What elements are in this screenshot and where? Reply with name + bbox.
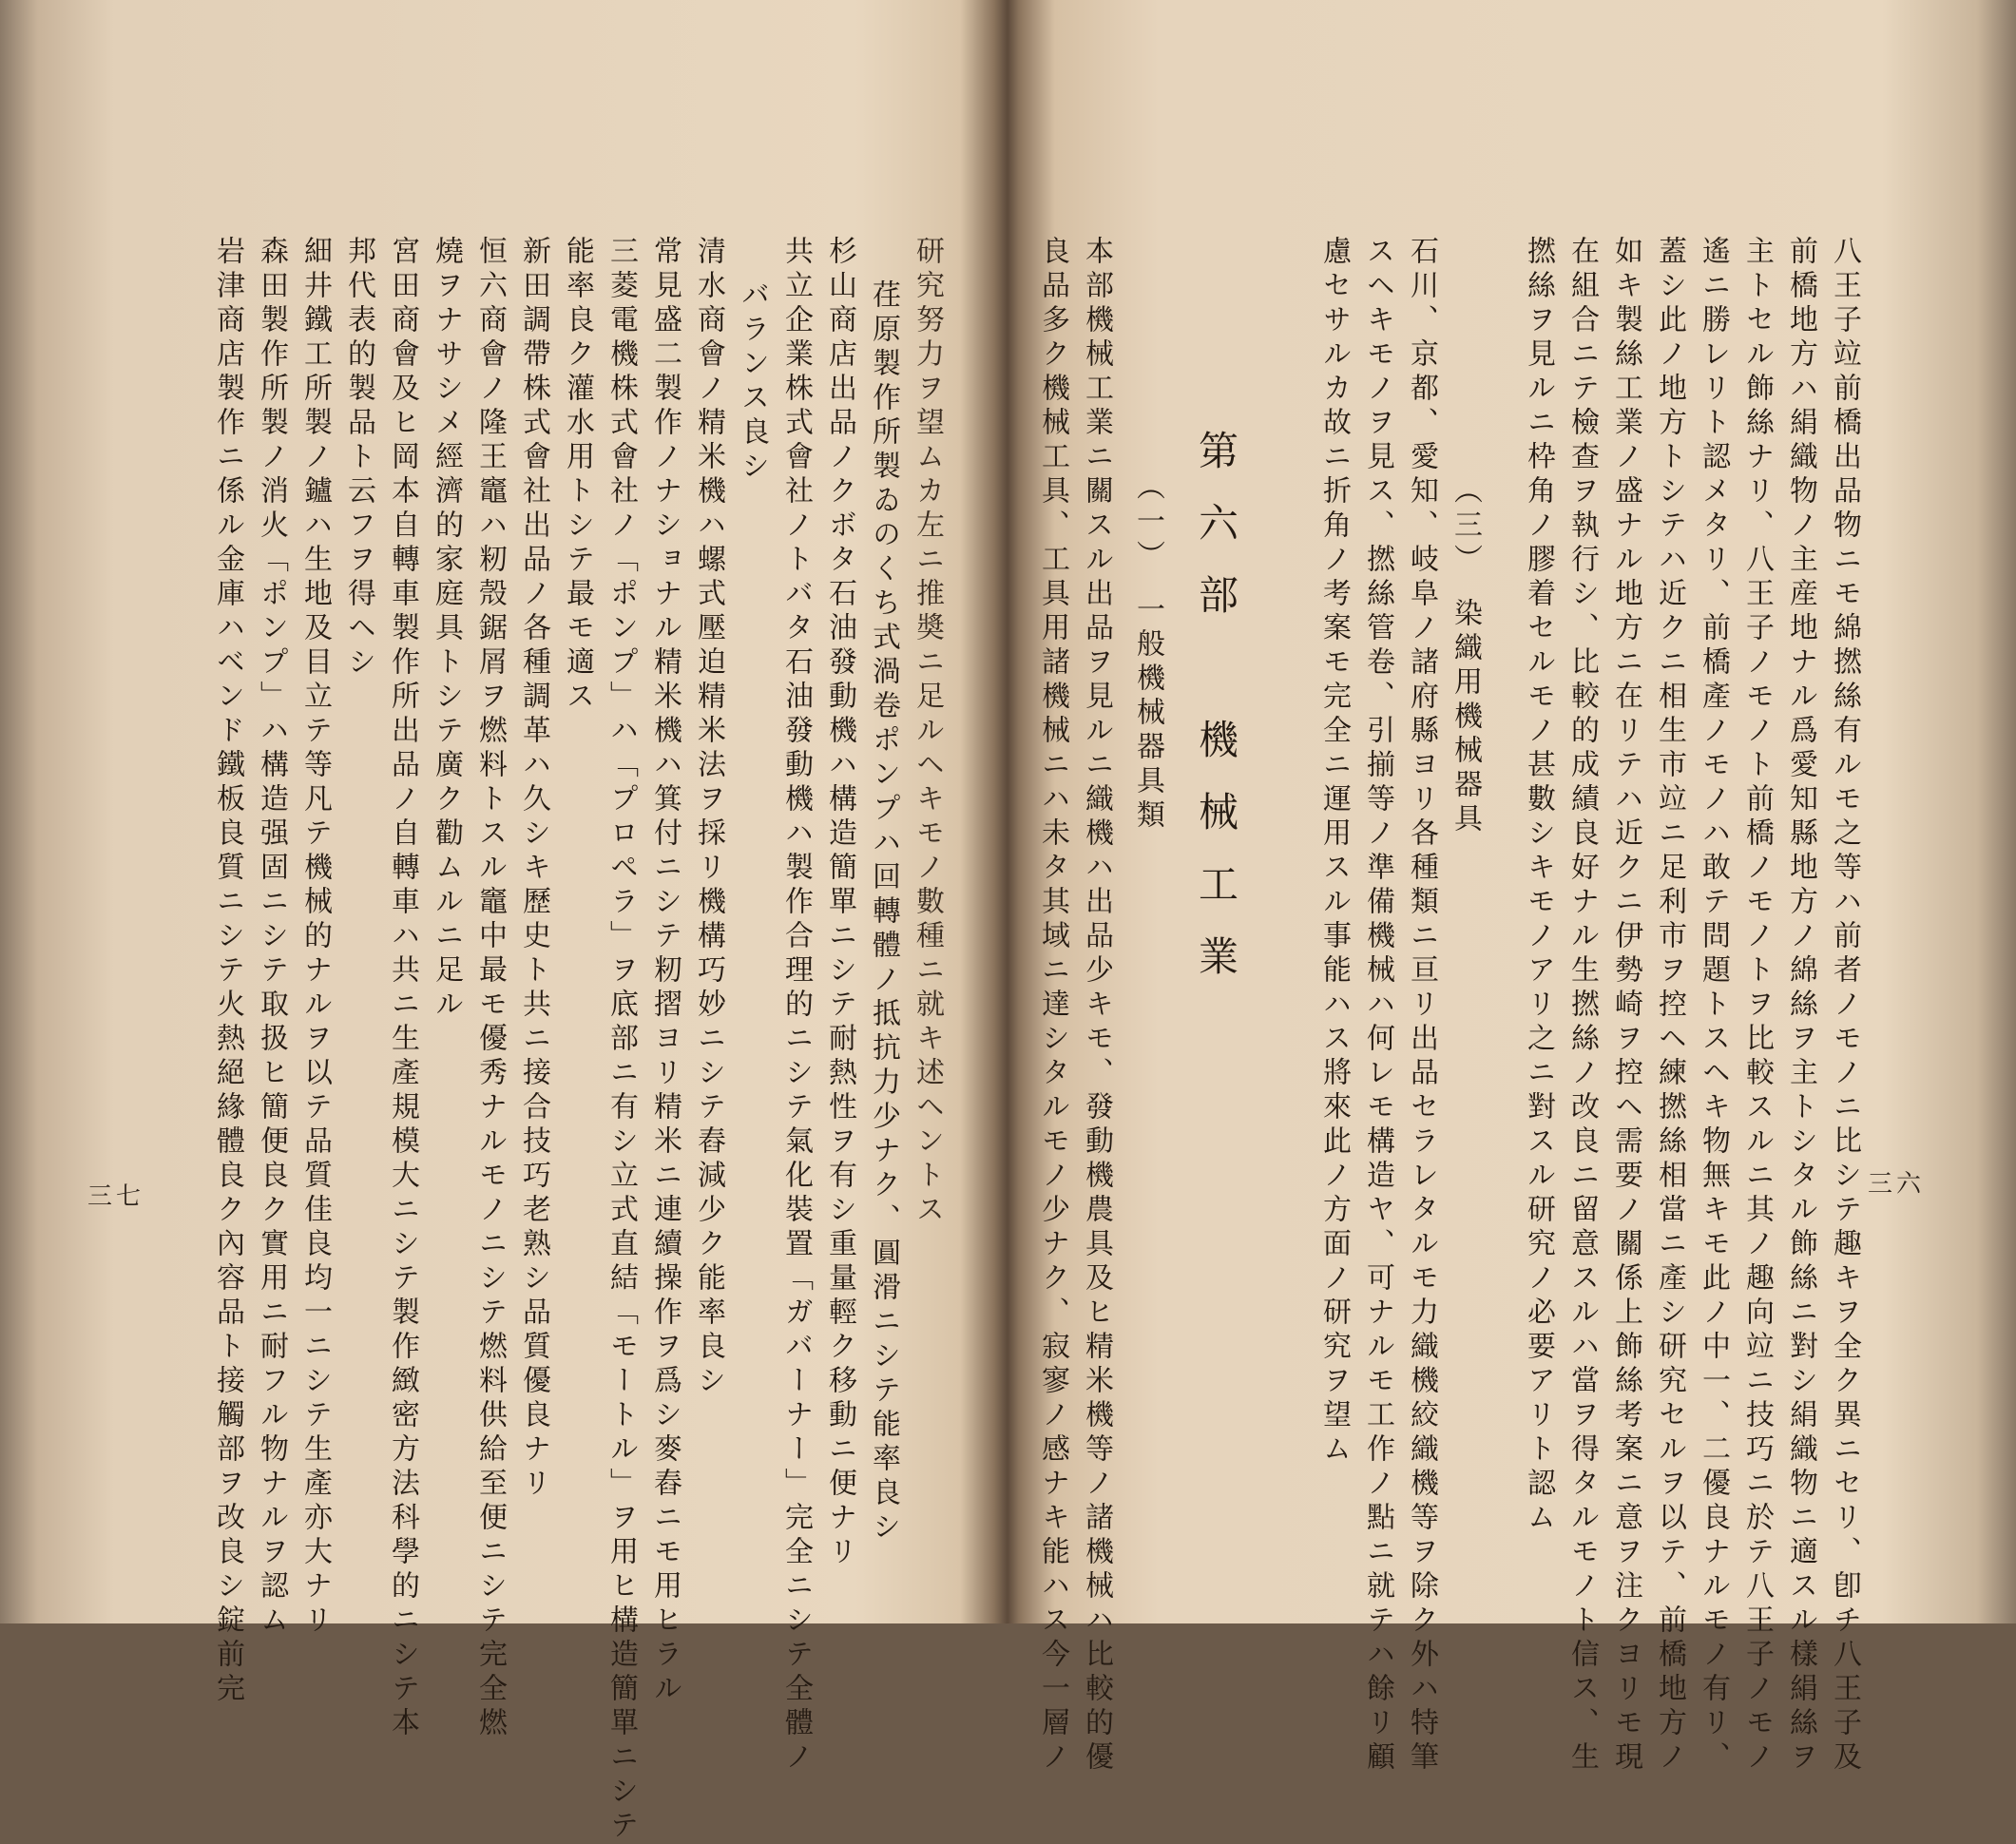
left-col-4: 共立企業株式會社ノトバタ石油發動機ハ製作合理的ニシテ氣化裝置「ガバーナー」完全ニシテ全體ノ bbox=[779, 236, 813, 1776]
left-col-11: 恒六商會ノ隆王竈ハ籾殼鋸屑ヲ燃料トスル竈中最モ優秀ナルモノニシテ燃料供給至便ニシテ完全燃 bbox=[473, 236, 507, 1741]
left-col-8: 三菱電機株式會社ノ「ポンプ」ハ「プロペラ」ヲ底部ニ有シ立式直結「モートル」ヲ用ヒ構造簡單ニシテ bbox=[605, 236, 638, 1844]
right-col-12: 慮セサルカ故ニ折角ノ考案モ完全ニ運用スル事能ハス將來此ノ方面ノ研究ヲ望ム bbox=[1317, 236, 1351, 1468]
left-col-2: 荏原製作所製ゐのくち式渦卷ポンプハ回轉體ノ抵抗力少ナク、圓滑ニシテ能率良シ bbox=[867, 279, 900, 1546]
left-col-14: 邦代表的製品ト云フヲ得ヘシ bbox=[342, 236, 375, 681]
right-page-number: 三六 bbox=[1868, 1170, 1926, 1199]
left-col-1: 研究努力ヲ望ムカ左ニ推奬ニ足ルヘキモノ數種ニ就キ述ヘントス bbox=[911, 236, 944, 1228]
left-col-13: 宮田商會及ヒ岡本自轉車製作所出品ノ自轉車ハ共ニ生產規模大ニシテ製作緻密方法科學的ニシテ本 bbox=[386, 236, 419, 1741]
right-col-6: 如キ製絲工業ノ盛ナル地方ニ在リテハ近クニ伊勢崎ヲ控ヘ需要ノ關係上飾絲考案ニ意ヲ注クヨリモ現 bbox=[1609, 236, 1642, 1776]
right-col-8: 撚絲ヲ見ルニ枠角ノ膠着セルモノ甚數シキモノアリ之ニ對スル研究ノ必要アリト認ム bbox=[1522, 236, 1555, 1536]
left-col-16: 森田製作所製ノ消火「ポンプ」ハ構造强固ニシテ取扱ヒ簡便良ク實用ニ耐フル物ナルヲ認ム bbox=[255, 236, 288, 1639]
left-col-7: 常見盛二製作ノナショナル精米機ハ箕付ニシテ籾摺ヨリ精米ニ連續操作ヲ爲シ麥舂ニモ用ヒラル bbox=[648, 236, 682, 1707]
left-page bbox=[0, 0, 1003, 1844]
right-col-4: 遙ニ勝レリト認メタリ、前橋產ノモノハ敢テ問題トスヘキ物無キモ此ノ中一、二優良ナルモノ有リ、 bbox=[1697, 236, 1730, 1776]
section-heading-1: （一） 一般機械器具類 bbox=[1131, 471, 1164, 834]
right-col-3: 主トセル飾絲ナリ、八王子ノモノト前橋ノモノトヲ比較スルニ其ノ趣向竝ニ技巧ニ於テ八王子ノモノ bbox=[1740, 236, 1774, 1776]
part-heading: 第六部 機械工業 bbox=[1193, 430, 1239, 1008]
left-col-6: 清水商會ノ精米機ハ螺式壓迫精米法ヲ採リ機構巧妙ニシテ舂減少ク能率良シ bbox=[692, 236, 725, 1399]
right-page bbox=[1009, 0, 2016, 1776]
left-col-17: 岩津商店製作ニ係ル金庫ハベンド鐵板良質ニシテ火熱絕緣體良ク內容品ト接觸部ヲ改良シ錠前完 bbox=[211, 236, 244, 1707]
right-col-2: 前橋地方ハ絹織物ノ主産地ナル爲愛知縣地方ノ綿絲ヲ主トシタル飾絲ニ對シ絹織物ニ適スル樣絹絲ヲ bbox=[1784, 236, 1817, 1776]
left-col-3: 杉山商店出品ノクボタ石油發動機ハ構造簡單ニシテ耐熱性ヲ有シ重量輕ク移動ニ便ナリ bbox=[823, 236, 856, 1570]
right-col-1: 八王子竝前橋出品物ニモ綿撚絲有ルモ之等ハ前者ノモノニ比シテ趣キヲ全ク異ニセリ、卽チ八王子及 bbox=[1828, 236, 1861, 1776]
right-col-7: 在組合ニテ檢查ヲ執行シ、比較的成績良好ナル生撚絲ノ改良ニ留意スルハ當ヲ得タルモノト信ス、生 bbox=[1565, 236, 1599, 1776]
section-heading-3: （三） 染織用機械器具 bbox=[1449, 475, 1482, 837]
right-col-15: 良品多ク機械工具、工具用諸機械ニハ未タ其域ニ達シタルモノ少ナク、寂寥ノ感ナキ能ハス今一層ノ bbox=[1036, 236, 1069, 1776]
left-col-5: バランス良シ bbox=[736, 279, 769, 485]
left-col-9: 能率良ク灌水用トシテ最モ適ス bbox=[561, 236, 594, 715]
left-page-number: 三七 bbox=[87, 1182, 145, 1211]
right-col-14: 本部機械工業ニ關スル出品ヲ見ルニ織機ハ出品少キモ、發動機農具及ヒ精米機等ノ諸機械ハ比較的優 bbox=[1080, 236, 1113, 1776]
left-col-10: 新田調帶株式會社出品ノ各種調革ハ久シキ歷史ト共ニ接合技巧老熟シ品質優良ナリ bbox=[517, 236, 550, 1502]
right-col-5: 蓋シ此ノ地方トシテハ近クニ相生市竝ニ足利市ヲ控ヘ練撚絲相當ニ產シ研究セルヲ以テ、前橋地方ノ bbox=[1653, 236, 1686, 1776]
left-col-15: 細井鐵工所製ノ鑪ハ生地及目立テ等凡テ機械的ナルヲ以テ品質佳良均一ニシテ生產亦大ナリ bbox=[298, 236, 332, 1639]
left-col-12: 燒ヲナサシメ經濟的家庭具トシテ廣ク勸ムルニ足ル bbox=[430, 236, 463, 1023]
right-col-11: スヘキモノヲ見ス、撚絲管卷、引揃等ノ準備機械ハ何レモ構造ヤ、可ナルモ工作ノ點ニ就テハ餘リ顧 bbox=[1361, 236, 1394, 1776]
right-col-10: 石川、京都、愛知、岐阜ノ諸府縣ヨリ各種類ニ亘リ出品セラレタルモ力織機絞織機等ヲ除ク外ハ特筆 bbox=[1405, 236, 1438, 1776]
